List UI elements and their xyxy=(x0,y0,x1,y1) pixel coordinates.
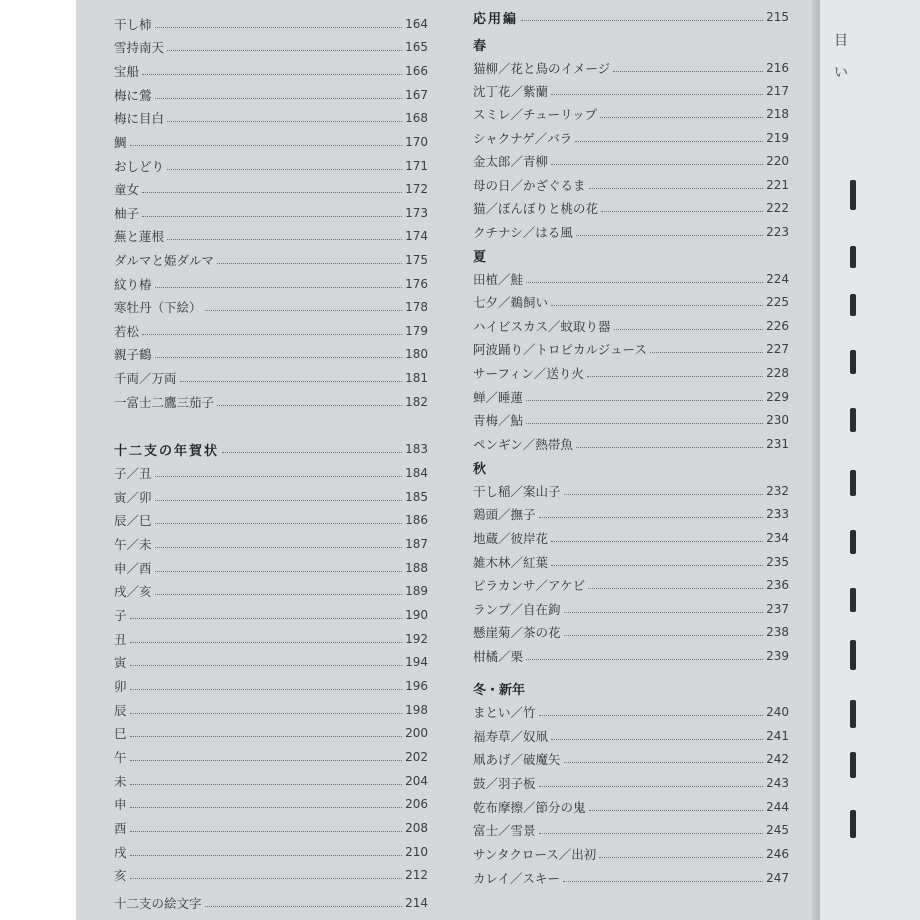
entry-page: 180 xyxy=(405,347,428,361)
leader-dots xyxy=(167,121,402,122)
leader-dots xyxy=(551,565,763,566)
leader-dots xyxy=(563,881,763,882)
entry-title: 富士／雪景 xyxy=(473,823,536,838)
entry-title: まとい／竹 xyxy=(473,705,536,720)
leader-dots xyxy=(564,612,764,613)
entry-page: 221 xyxy=(766,178,789,192)
toc-entry[interactable] xyxy=(473,598,789,620)
entry-title: 蝉／睡蓮 xyxy=(473,390,524,405)
toc-entry[interactable] xyxy=(473,80,789,102)
entry-page: 170 xyxy=(405,135,428,149)
toc-entry[interactable] xyxy=(473,221,789,243)
entry-title: 梅に目白 xyxy=(114,111,165,126)
toc-entry[interactable] xyxy=(473,701,789,723)
leader-dots xyxy=(130,760,403,761)
entry-page: 226 xyxy=(766,319,789,333)
entry-page: 194 xyxy=(405,655,428,669)
leader-dots xyxy=(205,310,403,311)
entry-title: 巳 xyxy=(114,726,127,741)
toc-entry[interactable] xyxy=(114,793,428,815)
leader-dots xyxy=(539,715,764,716)
leader-dots xyxy=(130,807,403,808)
section-title: 十二支の年賀状 xyxy=(114,443,220,459)
entry-page: 172 xyxy=(405,182,428,196)
leader-dots xyxy=(155,523,403,524)
leader-dots xyxy=(551,164,763,165)
leader-dots xyxy=(613,71,763,72)
toc-entry[interactable] xyxy=(114,557,428,579)
leader-dots xyxy=(155,500,403,501)
leader-dots xyxy=(130,642,403,643)
entry-page: 243 xyxy=(766,776,789,790)
entry-title: 申 xyxy=(114,797,127,812)
entry-page: 219 xyxy=(766,131,789,145)
entry-title: 宝船 xyxy=(114,64,140,79)
entry-title: 鼓／羽子板 xyxy=(473,776,536,791)
toc-entry[interactable] xyxy=(114,391,428,413)
adjacent-page-mark xyxy=(850,350,856,374)
toc-entry[interactable] xyxy=(473,197,789,219)
toc-entry[interactable] xyxy=(473,527,789,549)
entry-page: 202 xyxy=(405,750,428,764)
toc-entry[interactable] xyxy=(114,367,428,389)
entry-title: 乾布摩擦／節分の鬼 xyxy=(473,800,586,815)
toc-entry[interactable] xyxy=(473,621,789,643)
entry-title: 未 xyxy=(114,774,127,789)
entry-title: 蕪と蓮根 xyxy=(114,229,165,244)
entry-title: ピラカンサ／アケビ xyxy=(473,578,586,593)
toc-entry[interactable] xyxy=(473,433,789,455)
toc-entry[interactable] xyxy=(473,480,789,502)
entry-title: 子 xyxy=(114,608,127,623)
toc-entry[interactable] xyxy=(114,178,428,200)
entry-page: 178 xyxy=(405,300,428,314)
entry-page: 204 xyxy=(405,774,428,788)
entry-title: 子／丑 xyxy=(114,466,152,481)
toc-entry[interactable] xyxy=(114,841,428,863)
leader-dots xyxy=(155,98,403,99)
entry-page: 223 xyxy=(766,225,789,239)
entry-title: 一富士二鷹三茄子 xyxy=(114,395,215,410)
entry-title: 寅 xyxy=(114,655,127,670)
toc-entry[interactable] xyxy=(114,36,428,58)
toc-entry[interactable] xyxy=(114,343,428,365)
leader-dots xyxy=(205,906,403,907)
toc-entry[interactable] xyxy=(114,892,428,914)
entry-title: 柑橘／栗 xyxy=(473,649,524,664)
entry-title: 地蔵／彼岸花 xyxy=(473,531,549,546)
adjacent-page-mark xyxy=(850,810,856,838)
toc-entry[interactable] xyxy=(114,84,428,106)
entry-title: 辰／巳 xyxy=(114,513,152,528)
entry-title: 雑木林／紅葉 xyxy=(473,555,549,570)
entry-page: 214 xyxy=(405,896,428,910)
leader-dots xyxy=(600,117,763,118)
entry-page: 241 xyxy=(766,729,789,743)
entry-page: 217 xyxy=(766,84,789,98)
toc-entry[interactable] xyxy=(473,103,789,125)
section-heading-junishi[interactable] xyxy=(114,438,428,460)
toc-entry[interactable] xyxy=(114,864,428,886)
adjacent-page-mark xyxy=(850,294,856,316)
toc-entry[interactable] xyxy=(114,580,428,602)
section-heading-oyohen[interactable] xyxy=(473,6,789,28)
entry-title: 鶏頭／撫子 xyxy=(473,507,536,522)
toc-entry[interactable] xyxy=(473,645,789,667)
toc-entry[interactable] xyxy=(114,533,428,555)
toc-entry[interactable] xyxy=(473,315,789,337)
leader-dots xyxy=(142,334,402,335)
entry-title: サーフィン／送り火 xyxy=(473,366,584,381)
entry-page: 238 xyxy=(766,625,789,639)
entry-title: 母の日／かざぐるま xyxy=(473,178,586,193)
entry-page: 244 xyxy=(766,800,789,814)
toc-entry[interactable] xyxy=(114,13,428,35)
entry-title: 阿波踊り／トロピカルジュース xyxy=(473,342,647,357)
entry-title: 十二支の絵文字 xyxy=(114,896,202,911)
entry-page: 186 xyxy=(405,513,428,527)
entry-page: 234 xyxy=(766,531,789,545)
leader-dots xyxy=(167,169,402,170)
leader-dots xyxy=(155,357,403,358)
entry-page: 188 xyxy=(405,561,428,575)
category-label-winter-newyear: 冬・新年 xyxy=(473,682,526,698)
toc-entry[interactable] xyxy=(473,748,789,770)
entry-title: 親子鶴 xyxy=(114,347,152,362)
toc-entry[interactable] xyxy=(473,291,789,313)
entry-page: 233 xyxy=(766,507,789,521)
entry-page: 216 xyxy=(766,61,789,75)
leader-dots xyxy=(614,329,764,330)
entry-page: 196 xyxy=(405,679,428,693)
entry-title: 雪持南天 xyxy=(114,40,165,55)
entry-page: 229 xyxy=(766,390,789,404)
leader-dots xyxy=(222,452,402,453)
entry-page: 222 xyxy=(766,201,789,215)
leader-dots xyxy=(551,541,763,542)
entry-page: 220 xyxy=(766,154,789,168)
entry-page: 165 xyxy=(405,40,428,54)
entry-title: 戌／亥 xyxy=(114,584,152,599)
entry-page: 171 xyxy=(405,159,428,173)
toc-entry[interactable] xyxy=(114,202,428,224)
toc-entry[interactable] xyxy=(473,574,789,596)
toc-entry[interactable] xyxy=(473,843,789,865)
adjacent-page-mark xyxy=(850,180,856,210)
entry-page: 208 xyxy=(405,821,428,835)
leader-dots xyxy=(217,405,402,406)
toc-entry[interactable] xyxy=(114,462,428,484)
entry-title: 猫／ぼんぼりと桃の花 xyxy=(473,201,599,216)
entry-page: 198 xyxy=(405,703,428,717)
entry-page: 228 xyxy=(766,366,789,380)
entry-page: 225 xyxy=(766,295,789,309)
entry-page: 246 xyxy=(766,847,789,861)
entry-title: 若松 xyxy=(114,324,140,339)
section-page: 215 xyxy=(766,10,789,24)
leader-dots xyxy=(130,665,403,666)
leader-dots xyxy=(142,216,402,217)
toc-entry[interactable] xyxy=(114,320,428,342)
entry-page: 190 xyxy=(405,608,428,622)
leader-dots xyxy=(650,352,763,353)
entry-page: 164 xyxy=(405,17,428,31)
leader-dots xyxy=(142,74,402,75)
adjacent-page-mark xyxy=(850,246,856,268)
entry-title: 福寿草／奴凧 xyxy=(473,729,549,744)
leader-dots xyxy=(589,810,764,811)
adjacent-page-mark xyxy=(850,530,856,554)
toc-entry[interactable] xyxy=(114,604,428,626)
entry-title: 猫柳／花と鳥のイメージ xyxy=(473,61,611,76)
leader-dots xyxy=(130,689,403,690)
leader-dots xyxy=(130,145,403,146)
leader-dots xyxy=(551,94,763,95)
toc-entry[interactable] xyxy=(473,725,789,747)
adjacent-page-mark xyxy=(850,700,856,728)
entry-title: ペンギン／熱帯魚 xyxy=(473,437,573,452)
entry-title: スミレ／チューリップ xyxy=(473,107,598,122)
entry-title: 童女 xyxy=(114,182,140,197)
toc-entry[interactable] xyxy=(114,225,428,247)
leader-dots xyxy=(564,494,764,495)
entry-title: 干し柿 xyxy=(114,17,152,32)
entry-title: 辰 xyxy=(114,703,127,718)
section-page: 183 xyxy=(405,442,428,456)
leader-dots xyxy=(167,239,402,240)
entry-title: ランプ／自在鉤 xyxy=(473,602,561,617)
entry-page: 218 xyxy=(766,107,789,121)
leader-dots xyxy=(130,618,403,619)
entry-page: 175 xyxy=(405,253,428,267)
leader-dots xyxy=(180,381,403,382)
entry-page: 236 xyxy=(766,578,789,592)
toc-entry[interactable] xyxy=(114,770,428,792)
toc-entry[interactable] xyxy=(473,127,789,149)
entry-title: 田植／鮭 xyxy=(473,272,524,287)
leader-dots xyxy=(588,588,763,589)
leader-dots xyxy=(576,447,763,448)
toc-entry[interactable] xyxy=(114,249,428,271)
entry-title: ダルマと姫ダルマ xyxy=(114,253,215,268)
leader-dots xyxy=(155,287,403,288)
entry-title: クチナシ／はる風 xyxy=(473,225,573,240)
leader-dots xyxy=(526,400,763,401)
toc-entry[interactable] xyxy=(473,867,789,889)
toc-entry[interactable] xyxy=(114,486,428,508)
toc-entry[interactable] xyxy=(473,819,789,841)
adjacent-page-fragment: 目 xyxy=(834,33,848,49)
entry-page: 167 xyxy=(405,88,428,102)
toc-entry[interactable] xyxy=(473,409,789,431)
leader-dots xyxy=(539,517,764,518)
leader-dots xyxy=(551,739,763,740)
toc-entry[interactable] xyxy=(473,386,789,408)
entry-page: 173 xyxy=(405,206,428,220)
adjacent-page-mark xyxy=(850,470,856,496)
entry-page: 224 xyxy=(766,272,789,286)
category-label-autumn: 秋 xyxy=(473,461,487,477)
leader-dots xyxy=(576,235,763,236)
entry-page: 182 xyxy=(405,395,428,409)
leader-dots xyxy=(130,831,403,832)
toc-entry[interactable] xyxy=(114,155,428,177)
entry-page: 227 xyxy=(766,342,789,356)
toc-entry[interactable] xyxy=(114,509,428,531)
leader-dots xyxy=(155,476,403,477)
entry-page: 192 xyxy=(405,632,428,646)
toc-entry[interactable] xyxy=(114,746,428,768)
entry-title: 午 xyxy=(114,750,127,765)
entry-title: 七夕／鵜飼い xyxy=(473,295,549,310)
leader-dots xyxy=(526,282,763,283)
adjacent-page-fragment: い xyxy=(834,65,848,81)
entry-page: 239 xyxy=(766,649,789,663)
entry-page: 232 xyxy=(766,484,789,498)
entry-page: 231 xyxy=(766,437,789,451)
entry-page: 212 xyxy=(405,868,428,882)
leader-dots xyxy=(526,423,763,424)
leader-dots xyxy=(601,211,763,212)
toc-entry[interactable] xyxy=(473,362,789,384)
leader-dots xyxy=(551,305,763,306)
entry-title: 凧あげ／破魔矢 xyxy=(473,752,561,767)
adjacent-page-mark xyxy=(850,752,856,778)
toc-entry[interactable] xyxy=(473,174,789,196)
entry-title: カレイ／スキー xyxy=(473,871,560,886)
leader-dots xyxy=(155,594,403,595)
entry-title: 紋り椿 xyxy=(114,277,152,292)
leader-dots xyxy=(539,833,764,834)
leader-dots xyxy=(575,141,763,142)
toc-entry[interactable] xyxy=(473,150,789,172)
toc-entry[interactable] xyxy=(473,268,789,290)
leader-dots xyxy=(587,376,763,377)
entry-page: 230 xyxy=(766,413,789,427)
leader-dots xyxy=(130,784,403,785)
entry-title: 丑 xyxy=(114,632,127,647)
toc-entry[interactable] xyxy=(114,699,428,721)
adjacent-page-mark xyxy=(850,588,856,612)
entry-page: 247 xyxy=(766,871,789,885)
entry-title: シャクナゲ／バラ xyxy=(473,131,573,146)
entry-page: 189 xyxy=(405,584,428,598)
adjacent-page-mark xyxy=(850,408,856,432)
entry-page: 237 xyxy=(766,602,789,616)
toc-entry[interactable] xyxy=(473,796,789,818)
leader-dots xyxy=(589,188,764,189)
entry-title: おしどり xyxy=(114,159,165,174)
leader-dots xyxy=(130,878,403,879)
entry-title: 梅に鶯 xyxy=(114,88,152,103)
toc-entry[interactable] xyxy=(473,338,789,360)
entry-title: 青梅／鮎 xyxy=(473,413,524,428)
toc-entry[interactable] xyxy=(114,675,428,697)
entry-page: 184 xyxy=(405,466,428,480)
leader-dots xyxy=(564,635,764,636)
section-title: 応用編 xyxy=(473,11,519,27)
entry-page: 181 xyxy=(405,371,428,385)
leader-dots xyxy=(155,27,403,28)
toc-entry[interactable] xyxy=(114,131,428,153)
entry-title: 亥 xyxy=(114,868,127,883)
toc-entry[interactable] xyxy=(114,628,428,650)
category-label-spring: 春 xyxy=(473,38,487,54)
entry-page: 176 xyxy=(405,277,428,291)
entry-title: 懸崖菊／茶の花 xyxy=(473,625,561,640)
entry-page: 200 xyxy=(405,726,428,740)
entry-title: 午／未 xyxy=(114,537,152,552)
toc-entry[interactable] xyxy=(114,722,428,744)
entry-page: 185 xyxy=(405,490,428,504)
leader-dots xyxy=(130,855,403,856)
leader-dots xyxy=(130,736,403,737)
leader-dots xyxy=(167,50,402,51)
toc-entry[interactable] xyxy=(114,296,428,318)
leader-dots xyxy=(155,571,403,572)
leader-dots xyxy=(539,786,764,787)
entry-title: 干し稲／案山子 xyxy=(473,484,561,499)
leader-dots xyxy=(130,713,403,714)
leader-dots xyxy=(526,659,763,660)
entry-page: 235 xyxy=(766,555,789,569)
adjacent-page-mark xyxy=(850,640,856,670)
entry-page: 174 xyxy=(405,229,428,243)
entry-title: 金太郎／青柳 xyxy=(473,154,549,169)
toc-entry[interactable] xyxy=(114,817,428,839)
entry-page: 206 xyxy=(405,797,428,811)
entry-page: 210 xyxy=(405,845,428,859)
entry-title: 寅／卯 xyxy=(114,490,152,505)
entry-page: 242 xyxy=(766,752,789,766)
entry-title: 千両／万両 xyxy=(114,371,177,386)
entry-title: 柚子 xyxy=(114,206,140,221)
entry-page: 240 xyxy=(766,705,789,719)
entry-page: 166 xyxy=(405,64,428,78)
adjacent-page-edge xyxy=(820,0,920,920)
category-label-summer: 夏 xyxy=(473,249,487,265)
entry-title: 酉 xyxy=(114,821,127,836)
toc-entry[interactable] xyxy=(473,551,789,573)
entry-title: ハイビスカス／蚊取り器 xyxy=(473,319,611,334)
toc-entry[interactable] xyxy=(114,651,428,673)
toc-entry[interactable] xyxy=(473,772,789,794)
toc-entry[interactable] xyxy=(114,107,428,129)
toc-entry[interactable] xyxy=(473,503,789,525)
leader-dots xyxy=(521,20,763,21)
entry-page: 245 xyxy=(766,823,789,837)
entry-title: サンタクロース／出初 xyxy=(473,847,597,862)
entry-page: 168 xyxy=(405,111,428,125)
leader-dots xyxy=(217,263,402,264)
toc-entry[interactable] xyxy=(473,57,789,79)
entry-page: 179 xyxy=(405,324,428,338)
entry-title: 申／酉 xyxy=(114,561,152,576)
leader-dots xyxy=(599,857,763,858)
entry-title: 寒牡丹（下絵） xyxy=(114,300,202,315)
toc-entry[interactable] xyxy=(114,60,428,82)
toc-entry[interactable] xyxy=(114,273,428,295)
entry-title: 沈丁花／紫蘭 xyxy=(473,84,549,99)
leader-dots xyxy=(142,192,402,193)
entry-title: 鯛 xyxy=(114,135,127,150)
entry-title: 卯 xyxy=(114,679,127,694)
entry-page: 187 xyxy=(405,537,428,551)
leader-dots xyxy=(564,762,764,763)
entry-title: 戌 xyxy=(114,845,127,860)
leader-dots xyxy=(155,547,403,548)
